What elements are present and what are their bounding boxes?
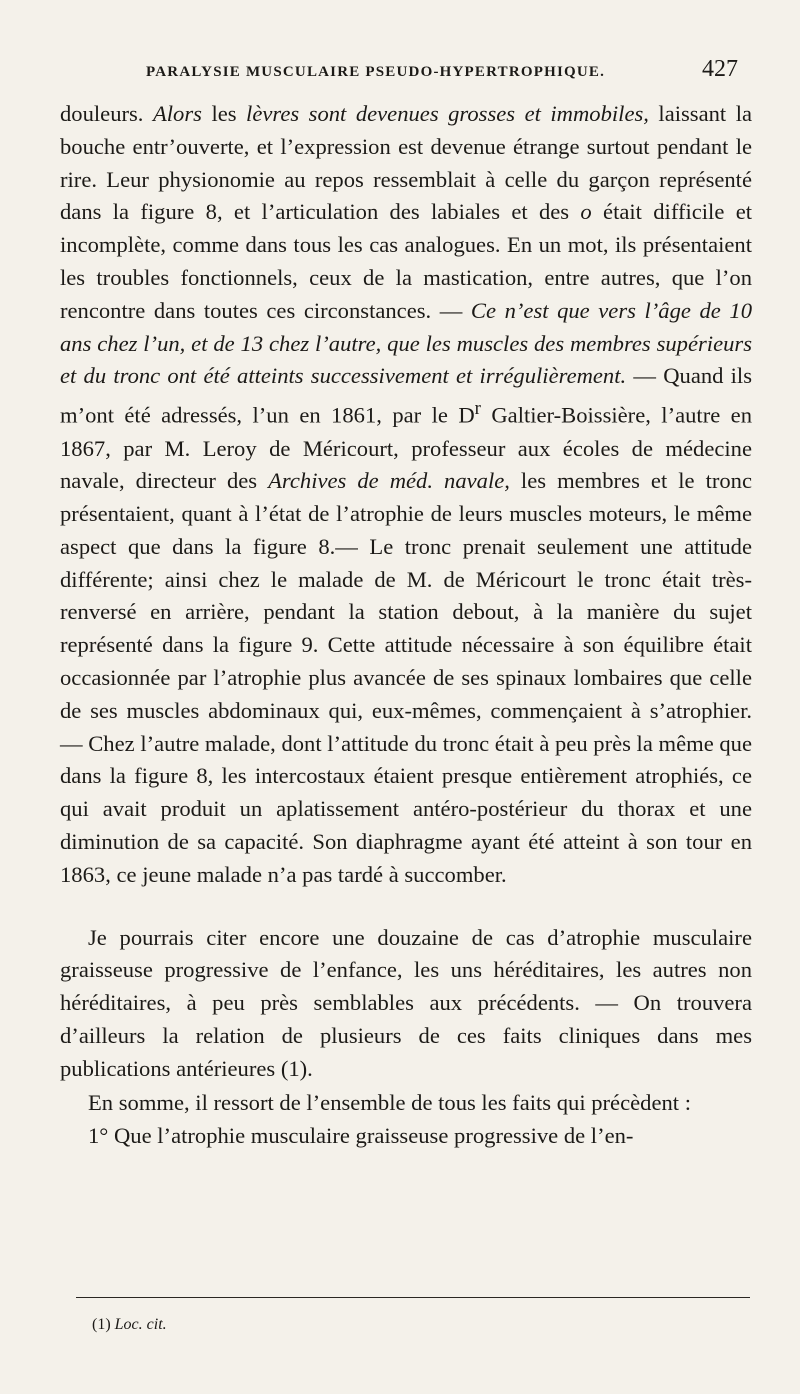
footnote-text: Loc. cit. [114,1316,167,1333]
italic-run: Alors [152,101,202,126]
text-run: — Quand ils m’ont été adressés, l’un en 1861, par le D [60,363,753,428]
text-run: était difficile et incomplète, comme dans tous les cas analogues. En un mot, ils présentaient les troubles fonctionnels, ceux de la mastication, entre autres, que l’on rencontre dans toutes ces circonstances. — [60,199,752,323]
italic-run: Archives de méd. navale, [268,468,510,494]
body-text [60,98,752,1153]
superscript: r [474,398,481,420]
text-run: laissant la bouche entr’ouverte, et l’expression est devenue étrange surtout pendant le rire. Leur physionomie au repos ressemblait à celle du garçon représenté dans la figure 8, et l’articulation des labiales et des [60,101,753,225]
paragraph-2: Je pourrais citer encore une douzaine de cas d’atrophie musculaire graisseuse progressive de l’enfance, les uns héréditaires, les autres non héréditaires, à peu près semblables aux précédents. — On trouvera d’ailleurs la relation de plusieurs de ces faits cliniques dans mes publications antérieures (1). [60,924,752,1081]
paragraph-1 [60,98,752,892]
text-run: douleurs. [60,101,153,126]
footnote-rule [76,1297,750,1298]
text-run: les membres et le tronc présentaient, quant à l’état de l’atrophie de leurs muscles moteurs, le même aspect que dans la figure 8.— Le tronc prenait seulement une attitude différente; ainsi chez le malade de M. de Méricourt le tronc était très-renversé en arrière, pendant la station debout, à la manière du sujet représenté dans la figure 9. Cette attitude nécessaire à son équilibre était occasionnée par l’atrophie plus avancée de ses spinaux lombaires que celle de ses muscles abdominaux qui, eux-mêmes, commençaient à s’atrophier. — Chez l’autre malade, dont l’attitude du tronc était à peu près la même que dans la figure 8, les intercostaux étaient presque entièrement atrophiés, ce qui avait produit un aplatissement antéro-postérieur du thorax et une diminution de sa capacité. Son diaphragme ayant été atteint à son tour en 1863, ce jeune malade n’a pas tardé à succomber. [60,468,753,887]
page-number: 427 [702,56,738,82]
italic-run: Ce n’est que vers l’âge de 10 ans chez l’un, et de 13 chez l’autre, que les muscles des membres supérieurs et du tronc ont été atteints successivement et irrégulièrement. [60,297,752,389]
footnote [92,1316,167,1334]
running-title: PARALYSIE MUSCULAIRE PSEUDO-HYPERTROPHIQUE. [146,64,606,80]
page-header [60,56,738,90]
text-run: les [201,101,247,126]
italic-run: o [580,199,592,225]
italic-run: lèvres sont devenues grosses et immobiles, [246,101,649,126]
paragraph-4: 1° Que l’atrophie musculaire graisseuse progressive de l’en- [88,1123,634,1149]
text-run: Galtier-Boissière, l’autre en 1867, par M. Leroy de Méricourt, professeur aux écoles de médecine navale, directeur des [60,402,753,494]
paragraph-3: En somme, il ressort de l’ensemble de tous les faits qui précèdent : [88,1089,691,1115]
footnote-marker: (1) [92,1316,115,1333]
